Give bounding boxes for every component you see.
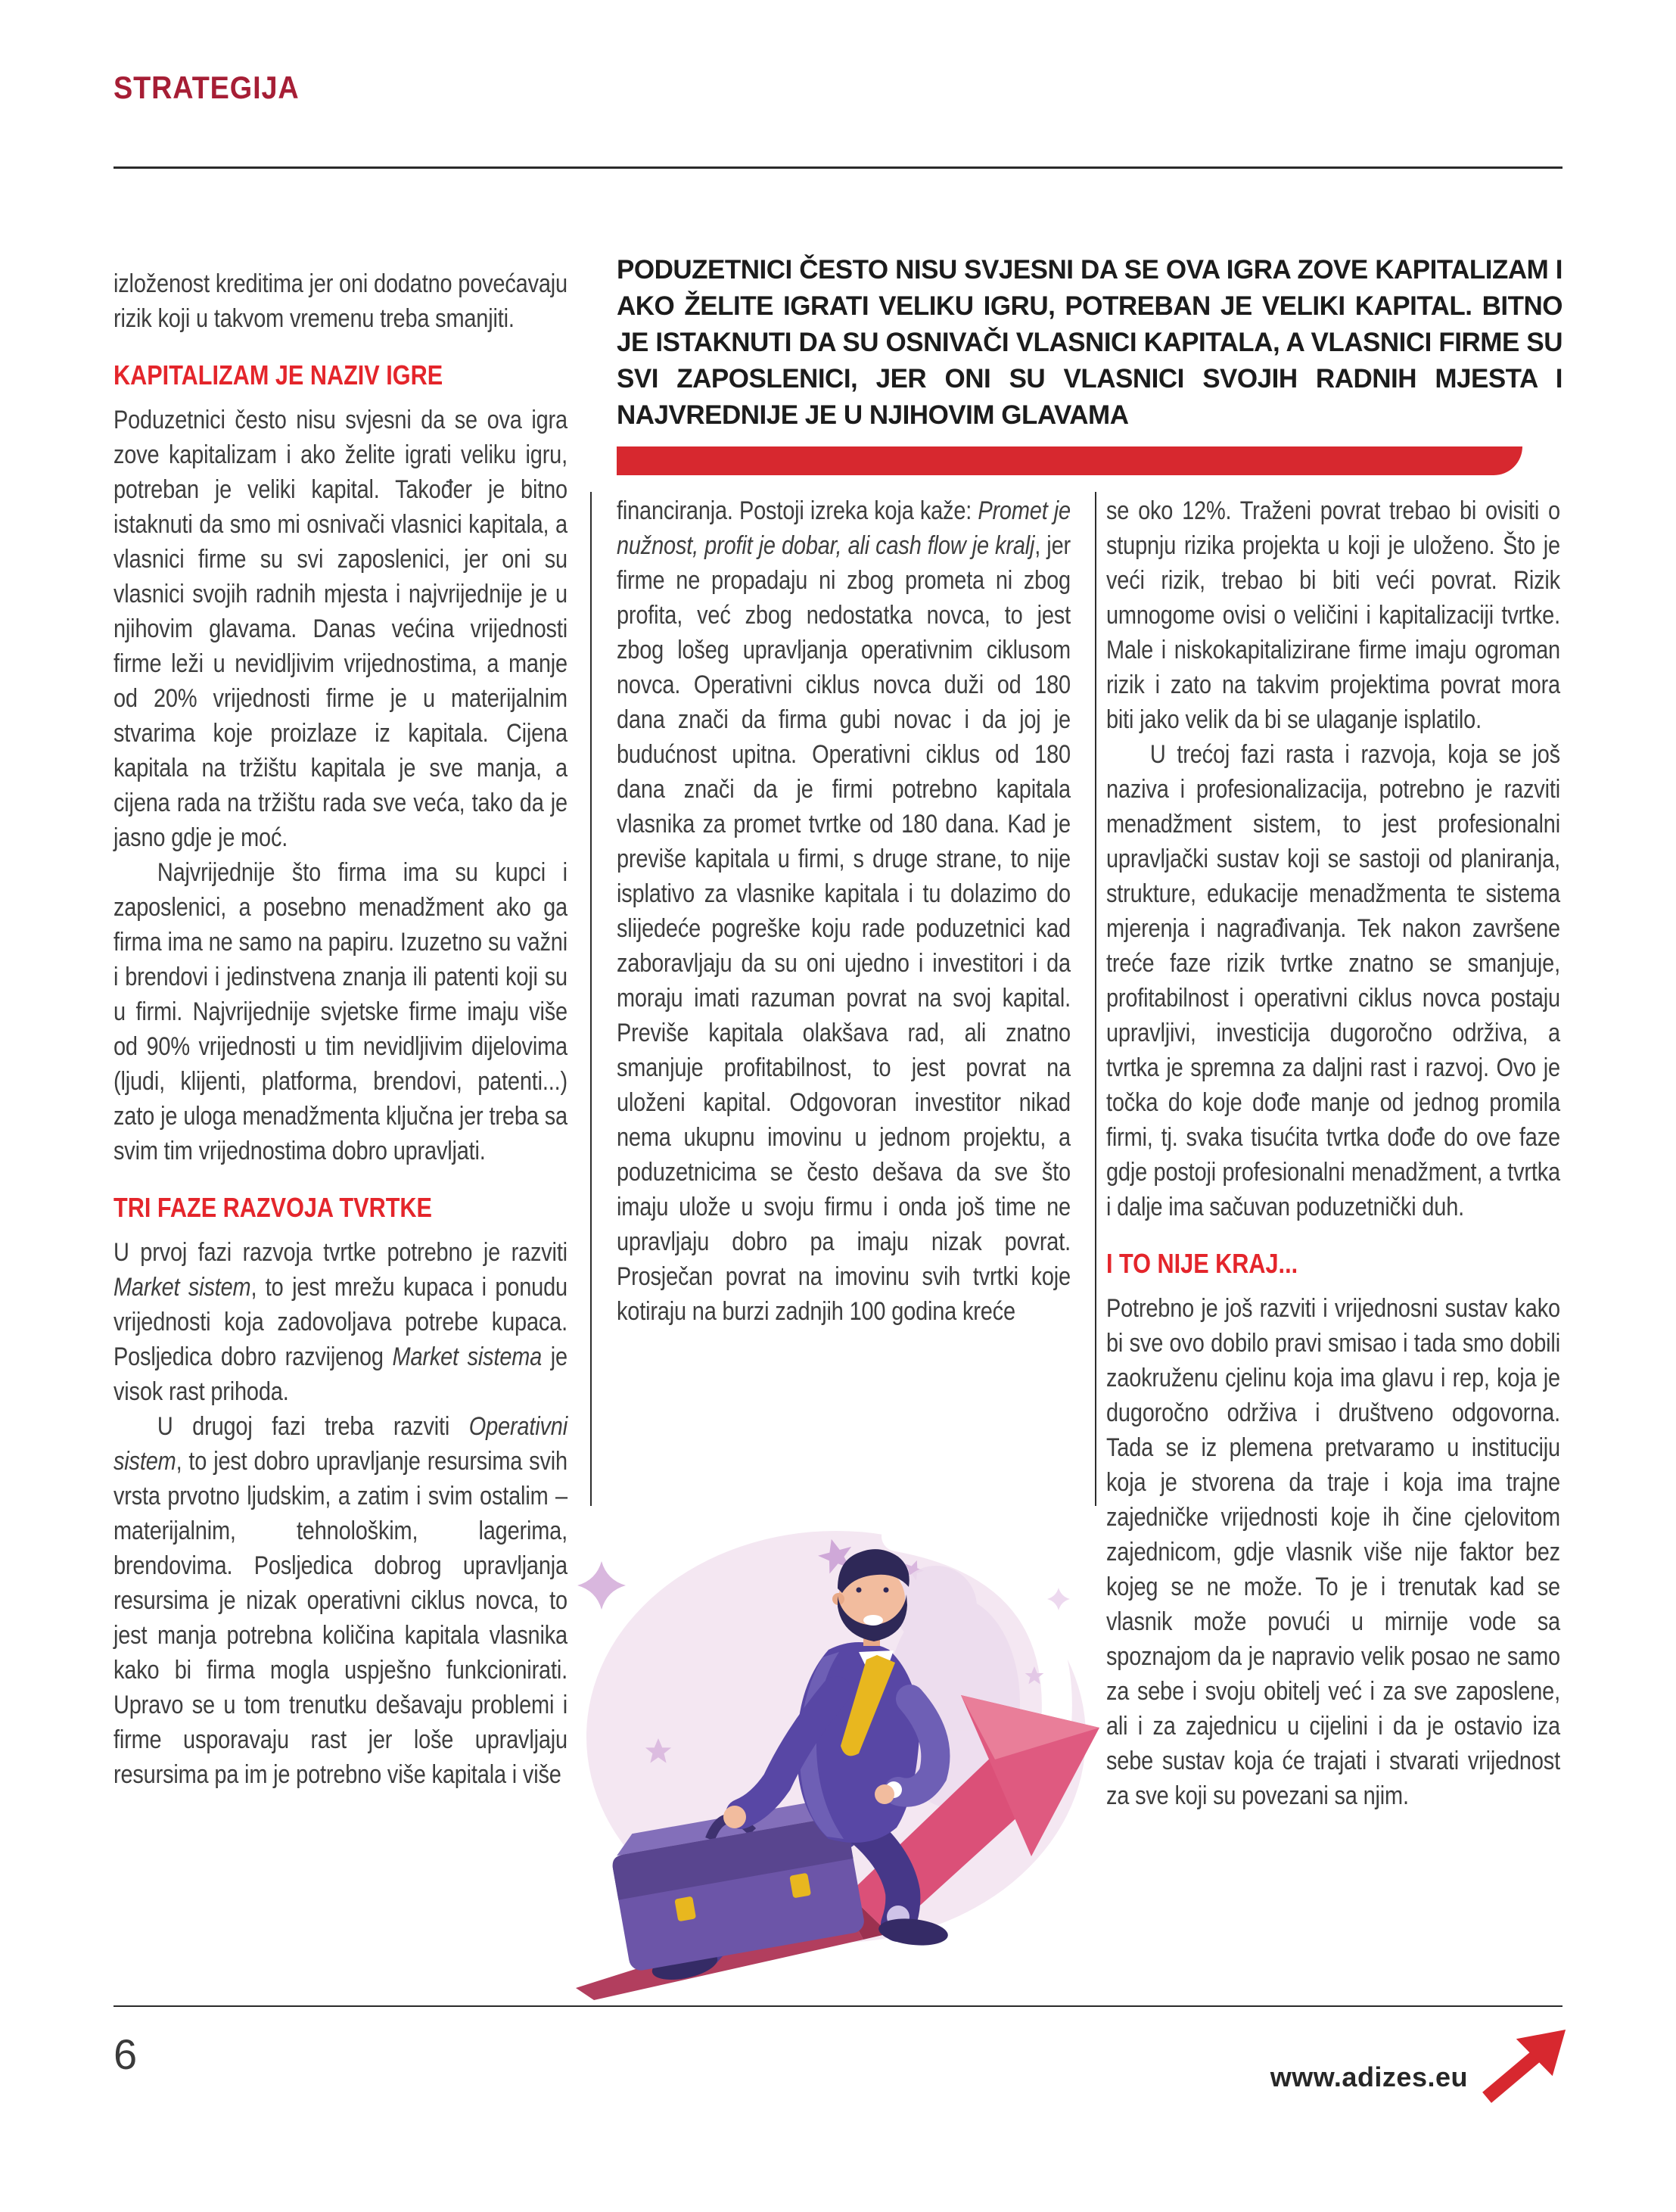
column-1 [113,266,567,1792]
paragraph: financiranja. Postoji izreka koja kaže: Promet je nužnost, profit je dobar, ali cash flow je kralj, jer firme ne propadaju ni zbog prometa ni zbog profita, već zbog nedostatka novca, to jest zbog lošeg upravljanja operativnim ciklusom novca. Operativni ciklus novca duži od 180 dana znači da firma gubi novac i da joj je budućnost upitna. Operativni ciklus od 180 dana znači da je firmi potrebno kapitala vlasnika za promet tvrtke od 180 dana. Kad je previše kapitala u firmi, s druge strane, to nije isplativo za vlasnike kapitala i tu dolazimo do slijedeće pogreške koju rade poduzetnici kad zaboravljaju da su oni ujedno i investitori i da moraju imati razuman povrat na svoj kapital. Previše kapitala olakšava rad, ali znatno smanjuje profitabilnost, to jest povrat na uloženi kapital. Odgovoran investitor nikad nema ukupnu imovinu u jednom projektu, a poduzetnicima se često dešava da sve što imaju ulože u svoju firmu i onda još time ne upravljaju dobro pa imaju nizak povrat. Prosječan povrat na imovinu svih tvrtki koje kotiraju na burzi zadnjih 100 godina kreće [617,496,1071,1326]
column-3 [1106,493,1560,1813]
paragraph: se oko 12%. Traženi povrat trebao bi ovisiti o stupnju rizika projekta u koji je uloženo. Što je veći rizik, trebao bi biti veći povrat. Rizik umnogome ovisi o veličini i kapitalizaciji tvrtke. Male i niskokapitalizirane firme imaju ogroman rizik i zato na takvim projektima povrat mora biti jako velik da bi se ulaganje isplatilo. [1106,496,1560,734]
column-divider-2 [1095,492,1096,1506]
column-2 [617,493,1071,1329]
paragraph-lead: izloženost kreditima jer oni dodatno povećavaju rizik koji u takvom vremenu treba smanjiti. [113,269,567,333]
paragraph: Potrebno je još razviti i vrijednosni sustav kako bi sve ovo dobilo pravi smisao i tada smo dobili zaokruženu cjelinu koja ima glavu i rep, koja je dugoročno održiva i društveno odgovorna. Tada se iz plemena pretvaramo u instituciju koja je stvorena da traje i koja ima trajne zajedničke vrijednosti koje ih čine cjelovitom zajednicom, gdje vlasnik više nije faktor bez kojeg se ne može. To je i trenutak kad se vlasnik može povući u mirnije vode sa spoznajom da je napravio velik posao ne samo za sebe i svoju obitelj već i za sve zaposlene, ali i za zajednicu u cijelini i da je ostavio iza sebe sustav koja će trajati i stvarati vrijednost za sve koji su povezani sa njim. [1106,1294,1560,1810]
website-url: www.adizes.eu [1270,2061,1468,2092]
column-divider-1 [590,492,592,1506]
heading-kapitalizam: KAPITALIZAM JE NAZIV IGRE [113,359,443,390]
header-rule [113,166,1563,169]
paragraph: U drugoj fazi treba razviti Operativni sistem, to jest dobro upravljanje resursima svih vrsta prvotno ljudskim, a zatim i svim ostalim – materijalnim, tehnološkim, lagerima, brendovima. Posljedica dobrog upravljanja resursima je nizak operativni ciklus novca, to jest manja potrebna količina kapitala vlasnika kako bi firma mogla uspješno funkcionirati. Upravo se u tom trenutku dešavaju problemi i firme usporavaju rast jer loše upravljaju resursima pa im je potrebno više kapitala i više [113,1412,567,1789]
paragraph: Poduzetnici često nisu svjesni da se ova igra zove kapitalizam i ako želite igrati veliku igru, potreban je veliki kapital. Također je bitno istaknuti da smo mi osnivači vlasnici kapitala, a vlasnici firme su svi zaposlenici, jer oni su vlasnici svojih radnih mjesta i najvrijednije je u njihovim glavama. Danas većina vrijednosti firme leži u nevidljivim vrijednostima, a manje od 20% vrijednosti firme je u materijalnim stvarima koje proizlaze iz kapitala. Cijena kapitala na tržištu kapitala je sve manja, a cijena rada na tržištu rada sve veća, tako da je jasno gdje je moć. [113,406,567,852]
paragraph: U trećoj fazi rasta i razvoja, koja se još naziva i profesionalizacija, potrebno je razviti menadžment sistem, to jest profesionalni upravljački sustav koji se sastoji od planiranja, strukture, edukacije menadžmenta te sistema mjerenja i nagrađivanja. Tek nakon završene treće faze rizik tvrtke znatno se smanjuje, profitabilnost i operativni ciklus novca postaju upravljivi, investicija dugoročno održiva, a tvrtka je spremna za daljni rast i razvoj. Ovo je točka do koje dođe manje od jednog promila firmi, tj. svaka tisućita tvrtka dođe do ove faze gdje postoji profesionalni menadžment, a tvrtka i dalje ima sačuvan poduzetnički duh. [1106,740,1560,1221]
paragraph: Najvrijednije što firma ima su kupci i zaposlenici, a posebno menadžment ako ga firma ima ne samo na papiru. Izuzetno su važni i brendovi i jedinstvena znanja ili patenti koji su u firmi. Najvrijednije svjetske firme imaju više od 90% vrijednosti u tim nevidljivim dijelovima (ljudi, klijenti, platforma, brendovi, patenti...) zato je uloga menadžmenta ključna jer treba sa svim tim vrijednostima dobro upravljati. [113,858,567,1165]
heading-tri-faze: TRI FAZE RAZVOJA TVRTKE [113,1192,432,1223]
section-label: STRATEGIJA [113,70,300,105]
red-ribbon [617,446,1522,475]
heading-i-to-nije-kraj: I TO NIJE KRAJ... [1106,1248,1298,1279]
paragraph: U prvoj fazi razvoja tvrtke potrebno je razviti Market sistem, to jest mrežu kupaca i ponudu vrijednosti koja zadovoljava potrebe kupaca. Posljedica dobro razvijenog Market sistema je visok rast prihoda. [113,1238,567,1406]
page-number: 6 [113,2030,138,2078]
footer-rule [113,2005,1563,2007]
brush-arrow-up-right-icon [1477,2028,1571,2105]
businessman-arrow-illustration [571,1510,1109,2002]
intro-deck: PODUZETNICI ČESTO NISU SVJESNI DA SE OVA IGRA ZOVE KAPITALIZAM I AKO ŽELITE IGRATI VELIKU IGRU, POTREBAN JE VELIKI KAPITAL. BITNO JE ISTAKNUTI DA SU OSNIVAČI VLASNICI KAPITALA, A VLASNICI FIRME SU SVI ZAPOSLENICI, JER ONI SU VLASNICI SVOJIH RADNIH MJESTA I NAJVREDNIJE JE U NJIHOVIM GLAVAMA [617,255,1563,430]
